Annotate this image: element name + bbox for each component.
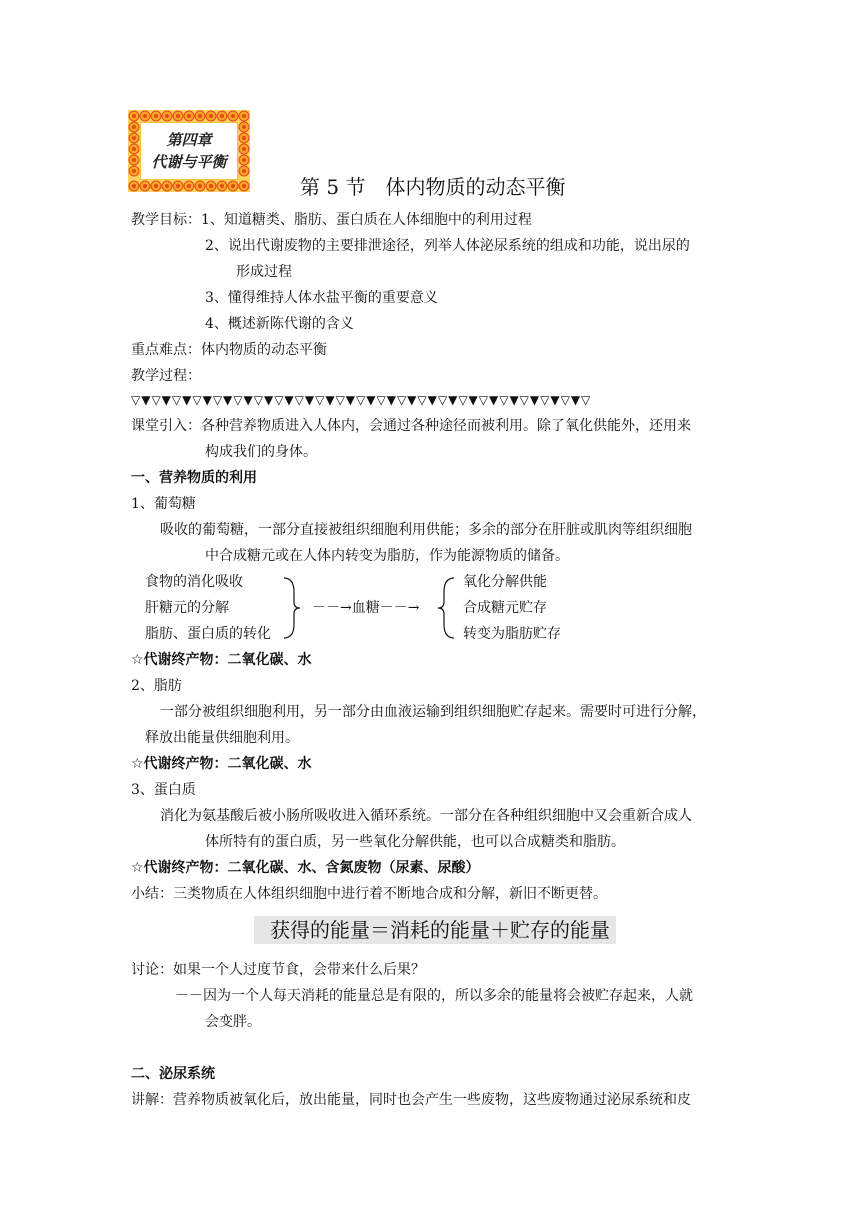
intro-text: 课堂引入：各种营养物质进入人体内，会通过各种途径而被利用。除了氧化供能外，还用来	[131, 418, 691, 434]
glucose-heading: 1、葡萄糖	[131, 496, 196, 512]
glucose-source: 肝糖元的分解	[145, 600, 229, 616]
glucose-use: 合成糖元贮存	[463, 600, 547, 616]
badge-inner	[140, 122, 238, 180]
fat-text: 一部分被组织细胞利用，另一部分由血液运输到组织细胞贮存起来。需要时可进行分解，	[160, 704, 706, 720]
section-heading-urinary: 二、泌尿系统	[131, 1066, 215, 1082]
badge-chapter-title: 代谢与平衡	[151, 153, 227, 171]
goal-item: 3、懂得维持人体水盐平衡的重要意义	[205, 290, 438, 306]
discussion-answer: －－因为一个人每天消耗的能量总是有限的，所以多余的能量将会被贮存起来，人就	[175, 988, 693, 1004]
protein-end-products: ☆代谢终产物：二氧化碳、水、含氮废物（尿素、尿酸）	[131, 860, 480, 876]
energy-formula: 获得的能量＝消耗的能量＋贮存的能量	[270, 918, 610, 942]
badge-chapter: 第四章	[166, 131, 212, 149]
lecture-text: 讲解：营养物质被氧化后，放出能量，同时也会产生一些废物，这些废物通过泌尿系统和皮	[131, 1092, 691, 1108]
section-heading-nutrients: 一、营养物质的利用	[131, 470, 257, 486]
glucose-end-products: ☆代谢终产物：二氧化碳、水	[131, 652, 312, 668]
right-brace-icon	[282, 576, 302, 640]
goal-item: 4、概述新陈代谢的含义	[205, 316, 354, 332]
summary-text: 小结：三类物质在人体组织细胞中进行着不断地合成和分解，新旧不断更替。	[131, 886, 607, 902]
chapter-badge	[128, 110, 250, 192]
glucose-text: 吸收的葡萄糖，一部分直接被组织细胞利用供能；多余的部分在肝脏或肌肉等组织细胞	[160, 522, 692, 538]
process-label: 教学过程：	[131, 368, 201, 384]
intro-text-cont: 构成我们的身体。	[205, 444, 317, 460]
glucose-source: 食物的消化吸收	[145, 574, 243, 590]
glucose-use: 转变为脂肪贮存	[463, 626, 561, 642]
protein-text: 消化为氨基酸后被小肠所吸收进入循环系统。一部分在各种组织细胞中又会重新合成人	[160, 808, 692, 824]
left-brace-icon	[436, 576, 456, 640]
fat-text-cont: 释放出能量供细胞利用。	[145, 730, 299, 746]
fat-heading: 2、脂肪	[131, 678, 182, 694]
discussion-question: 讨论：如果一个人过度节食，会带来什么后果？	[131, 962, 425, 978]
goal-item-cont: 形成过程	[236, 264, 292, 280]
goals-label: 教学目标：	[131, 212, 201, 228]
fat-end-products: ☆代谢终产物：二氧化碳、水	[131, 756, 312, 772]
goal-item: 2、说出代谢废物的主要排泄途径，列举人体泌尿系统的组成和功能，说出尿的	[205, 238, 690, 254]
page-title: 第 5 节 体内物质的动态平衡	[300, 175, 566, 199]
glucose-source: 脂肪、蛋白质的转化	[145, 626, 271, 642]
glucose-text-cont: 中合成糖元或在人体内转变为脂肪，作为能源物质的储备。	[205, 548, 569, 564]
protein-text-cont: 体所特有的蛋白质，另一些氧化分解供能，也可以合成糖类和脂肪。	[205, 834, 625, 850]
triangle-divider: ▽▼▽▼▽▼▽▼▽▼▽▼▽▼▽▼▽▼▽▼▽▼▽▼▽▼▽▼▽▼▽▼▽▼▽▼▽▼▽▼▽▼▽▼▽	[131, 393, 592, 407]
key-points: 重点难点：体内物质的动态平衡	[131, 342, 327, 358]
blood-sugar-arrow: －－→血糖－－→	[312, 600, 420, 616]
protein-heading: 3、蛋白质	[131, 782, 196, 798]
discussion-answer-cont: 会变胖。	[205, 1014, 261, 1030]
glucose-use: 氧化分解供能	[463, 574, 547, 590]
goal-item: 1、知道糖类、脂肪、蛋白质在人体细胞中的利用过程	[201, 212, 532, 228]
